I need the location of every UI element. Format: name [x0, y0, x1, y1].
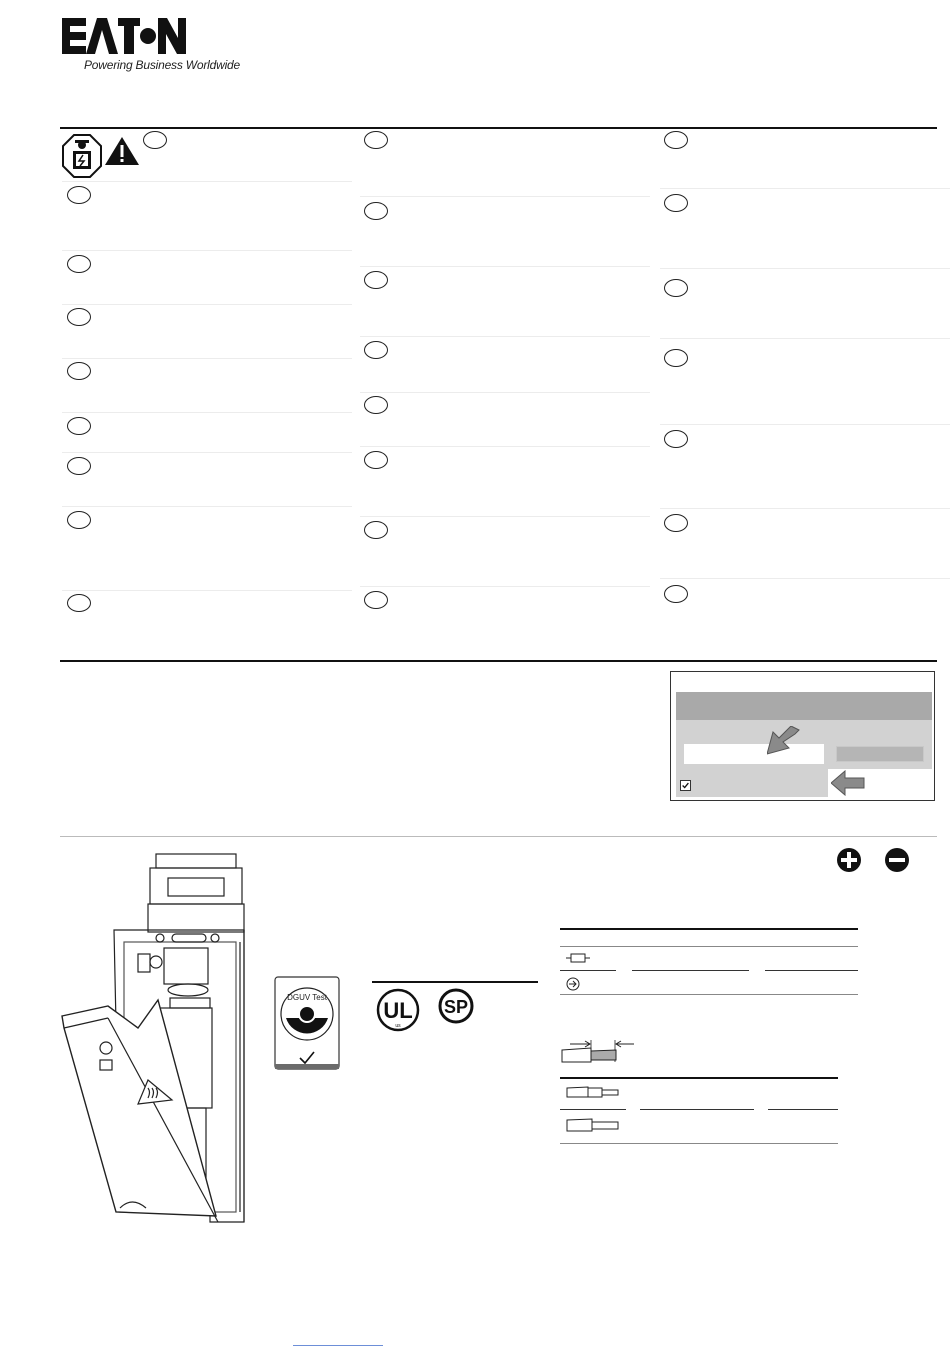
plus-circle-icon	[836, 847, 862, 873]
dguv-test-badge	[274, 976, 340, 1070]
qualified-electrician-icon	[62, 134, 102, 178]
row-separator	[360, 336, 650, 337]
dialog-title-bar	[676, 692, 932, 720]
language-circle	[364, 202, 388, 220]
solid-wire-icon	[566, 1116, 620, 1134]
language-circle	[67, 511, 91, 529]
language-circle	[364, 521, 388, 539]
dialog-checkbox-icon	[680, 780, 691, 791]
minus-circle-icon	[884, 847, 910, 873]
table-rule	[560, 1143, 838, 1144]
row-separator	[360, 392, 650, 393]
language-circle	[67, 186, 91, 204]
row-separator	[62, 304, 352, 305]
language-circle	[364, 271, 388, 289]
dialog-button	[836, 746, 924, 762]
language-circle	[664, 349, 688, 367]
language-circle	[67, 255, 91, 273]
language-circle	[364, 341, 388, 359]
torque-arrow-icon	[566, 977, 580, 991]
row-separator	[62, 452, 352, 453]
left-arrow-icon	[831, 770, 865, 796]
language-circle	[364, 131, 388, 149]
row-separator	[62, 412, 352, 413]
row-separator	[62, 358, 352, 359]
table-rule	[560, 946, 858, 947]
footer-link-underline[interactable]	[293, 1345, 383, 1346]
row-separator	[360, 516, 650, 517]
row-separator	[62, 181, 352, 182]
table-rule	[560, 1077, 838, 1079]
section-rule-top	[60, 127, 937, 129]
eaton-logo	[62, 18, 186, 54]
row-separator	[62, 590, 352, 591]
cert-rule	[372, 981, 538, 983]
row-separator	[660, 268, 950, 269]
language-circle	[664, 514, 688, 532]
table-rule	[560, 928, 858, 930]
language-circle	[364, 591, 388, 609]
row-separator	[660, 508, 950, 509]
language-circle	[664, 585, 688, 603]
ferrule-wire-icon	[566, 1084, 620, 1100]
csa-mark-icon	[438, 988, 474, 1024]
language-circle	[143, 131, 167, 149]
language-circle	[364, 451, 388, 469]
language-circle	[664, 430, 688, 448]
tagline: Powering Business Worldwide	[84, 58, 241, 72]
row-separator	[62, 250, 352, 251]
row-separator	[62, 506, 352, 507]
language-circle	[364, 396, 388, 414]
language-circle	[664, 194, 688, 212]
language-circle	[67, 362, 91, 380]
table-cell-rule	[632, 970, 749, 971]
language-circle	[67, 417, 91, 435]
fuse-icon	[566, 952, 590, 964]
language-circle	[664, 279, 688, 297]
language-circle	[67, 308, 91, 326]
wire-strip-icon	[560, 1036, 640, 1066]
dguv-label: DGUV Test	[287, 993, 327, 1002]
row-separator	[360, 586, 650, 587]
row-separator	[660, 578, 950, 579]
language-circle	[664, 131, 688, 149]
language-circle	[67, 457, 91, 475]
table-cell-rule	[560, 970, 616, 971]
language-circle	[67, 594, 91, 612]
warning-triangle-icon	[104, 136, 140, 166]
section-separator	[60, 836, 937, 837]
dialog-input-field	[684, 744, 824, 764]
table-cell-rule	[765, 970, 858, 971]
diagonal-arrow-icon	[767, 726, 801, 756]
dialog-mockup	[670, 671, 935, 801]
dialog-checkbox-row	[676, 769, 828, 797]
table-cell-rule	[560, 1109, 626, 1110]
ul-sub-text: us	[395, 1023, 401, 1029]
table-cell-rule	[768, 1109, 838, 1110]
csa-mark-text: SP	[443, 997, 469, 1017]
row-separator	[660, 188, 950, 189]
row-separator	[360, 196, 650, 197]
ul-mark-icon	[376, 988, 420, 1032]
section-rule-bottom	[60, 660, 937, 662]
table-cell-rule	[640, 1109, 754, 1110]
row-separator	[360, 266, 650, 267]
row-separator	[660, 338, 950, 339]
row-separator	[360, 446, 650, 447]
device-drawing	[60, 852, 260, 1224]
ul-mark-text: UL	[383, 998, 413, 1023]
row-separator	[660, 424, 950, 425]
table-rule	[560, 994, 858, 995]
